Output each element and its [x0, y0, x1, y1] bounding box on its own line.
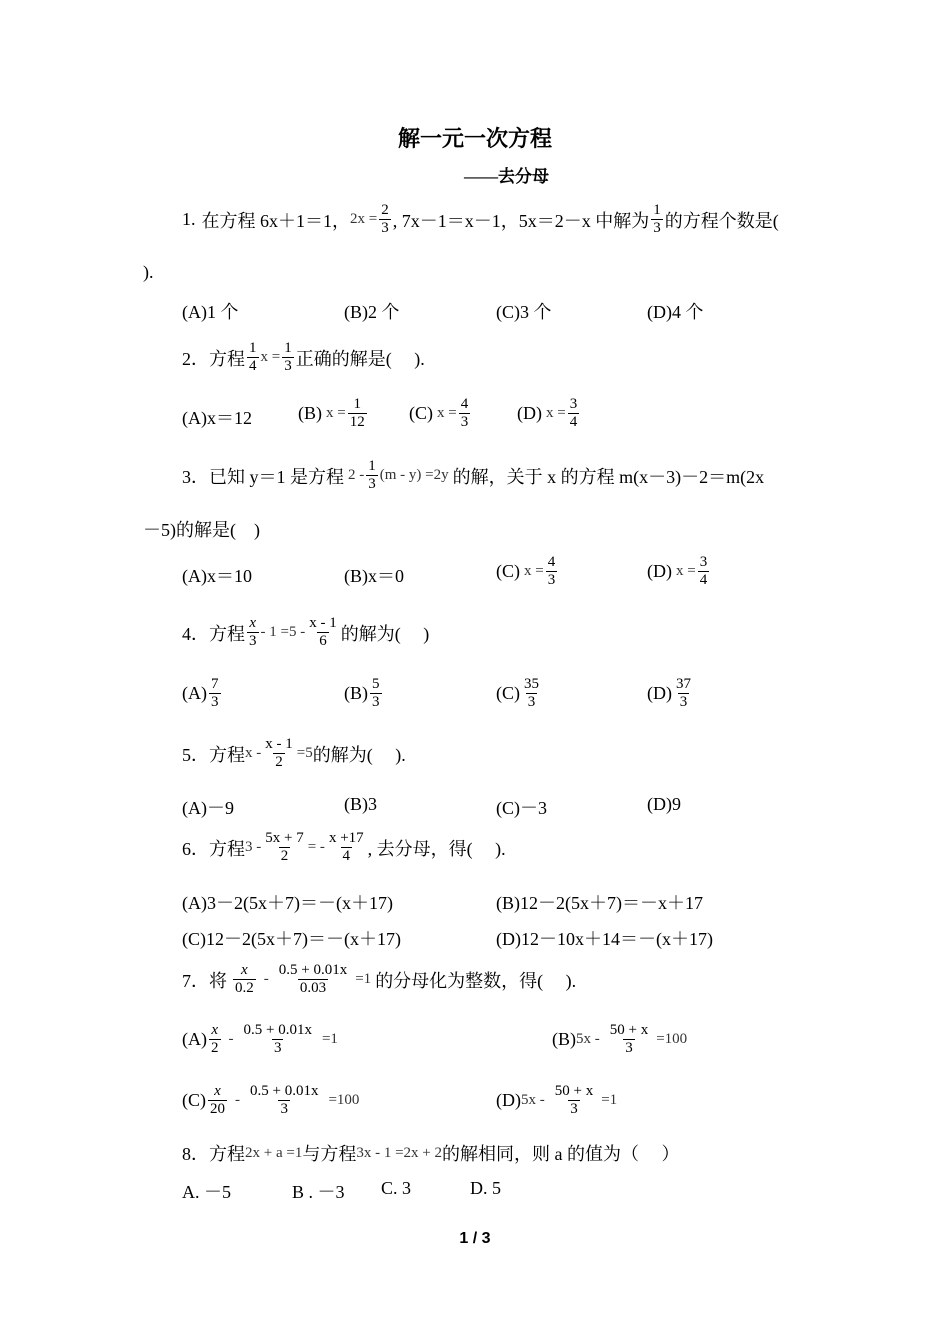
option-c: (C)12－2(5x＋7)＝－(x＋17) [182, 929, 401, 949]
question-number: 8． [182, 1144, 209, 1164]
option-d: (D) x = $\frac{3}{4}$ [647, 554, 708, 588]
fraction: $\frac{x - 1}{6}$ [309, 615, 337, 649]
question-text: 与方程 [302, 1144, 357, 1164]
question-text: 方程 [209, 744, 245, 765]
option-b: (B) $\frac{5}{3}$ [344, 676, 380, 710]
option-a: (A)－9 [182, 798, 234, 818]
question-text: 的解为( ). [312, 744, 406, 765]
fraction: $\frac{5x + 7}{2}$ [265, 830, 304, 864]
question-6 [182, 830, 506, 865]
option-d: (D) $\frac{37}{3}$ [647, 676, 691, 710]
option-d: (D)12－10x＋14＝－(x＋17) [496, 929, 713, 949]
question-number: 1. [182, 209, 196, 229]
question-text: 将 [209, 970, 227, 991]
question-text: 的分母化为整数，得( ). [375, 970, 577, 991]
question-number: 4． [182, 623, 209, 644]
equation: x = [260, 349, 281, 365]
equation: x - [245, 745, 262, 761]
page-subtitle: ——去分母 [464, 167, 549, 186]
option-a: (A)x＝10 [182, 566, 252, 586]
question-number: 6． [182, 838, 209, 859]
option-a: A. －5 [182, 1182, 231, 1202]
option-b: (B) 5x - $\frac{50 + x}{3}$ =100 [552, 1022, 688, 1056]
question-4 [182, 615, 429, 650]
question-1 [182, 202, 779, 237]
question-number: 3． [182, 466, 209, 487]
fraction: $\frac{x}{0.2}$ [235, 962, 254, 996]
option-c: (C)3 个 [496, 302, 552, 322]
question-number: 2． [182, 348, 209, 369]
option-d: (D) x = $\frac{3}{4}$ [517, 396, 578, 430]
question-text: 方程 [209, 623, 245, 644]
question-text: 的解相同，则 a 的值为（ ） [442, 1144, 680, 1164]
option-b: (B)2 个 [344, 302, 400, 322]
option-c: C. 3 [381, 1178, 412, 1198]
equation: 2 - [348, 467, 365, 483]
option-c: (C) $\frac{35}{3}$ [496, 676, 539, 710]
question-text: 正确的解是( ). [295, 348, 425, 369]
option-c: (C) x = $\frac{4}{3}$ [496, 554, 556, 588]
fraction: $\frac{x - 1}{2}$ [265, 736, 293, 770]
question-3-line2: －5)的解是( ) [143, 520, 260, 540]
question-8 [182, 1140, 680, 1166]
page-number: 1 / 3 [459, 1230, 491, 1247]
option-b: (B)3 [344, 794, 377, 814]
option-c: (C) $\frac{x}{20}$ - $\frac{0.5 + 0.01x}{3}$ =100 [182, 1083, 360, 1117]
option-d: (D)9 [647, 794, 681, 814]
option-a: (A)x＝12 [182, 408, 252, 428]
question-text: , 去分母，得( ). [367, 838, 506, 859]
question-text: 方程 [209, 838, 245, 859]
equation: 2x = [350, 211, 378, 227]
fraction: $\frac{1}{4}$ [249, 340, 257, 374]
fraction: $\frac{2}{3}$ [381, 202, 389, 236]
option-c: (C) x = $\frac{4}{3}$ [409, 396, 469, 430]
equation: 3 - [245, 839, 262, 855]
fraction: $\frac{x +17}{4}$ [328, 830, 364, 864]
option-b: (B)12－2(5x＋7)＝－x＋17 [496, 893, 703, 913]
option-c: (C)－3 [496, 798, 547, 818]
option-b: B . －3 [292, 1182, 345, 1202]
question-3 [182, 458, 764, 493]
question-5 [182, 736, 406, 771]
question-text: 在方程 6x＋1＝1， [201, 210, 350, 231]
fraction: $\frac{1}{3}$ [653, 202, 661, 236]
question-text: 的方程个数是( [664, 210, 779, 231]
question-2 [182, 340, 425, 375]
question-1-tail: ). [143, 262, 154, 282]
equation: 3x - 1 =2x + 2 [356, 1144, 442, 1161]
equation: - [263, 971, 269, 987]
question-text: 的解，关于 x 的方程 m(x－3)－2＝m(2x [452, 466, 765, 487]
option-d: D. 5 [470, 1178, 501, 1198]
option-b: (B) x = $\frac{1}{12}$ [298, 396, 365, 430]
question-number: 7． [182, 970, 209, 991]
option-a: (A)3－2(5x＋7)＝－(x＋17) [182, 893, 393, 913]
question-text: , 7x－1＝x－1，5x＝2－x 中解为 [392, 210, 650, 231]
equation: (m - y) =2y [379, 467, 449, 483]
option-a: (A) $\frac{7}{3}$ [182, 676, 219, 710]
equation: =1 [355, 971, 372, 987]
question-number: 5． [182, 744, 209, 765]
question-7 [182, 962, 576, 997]
option-d: (D) 5x - $\frac{50 + x}{3}$ =1 [496, 1083, 618, 1117]
fraction: $\frac{0.5 + 0.01x}{0.03}$ [278, 962, 348, 996]
question-text: 的解为( ) [340, 623, 430, 644]
option-a: (A)1 个 [182, 302, 239, 322]
question-text: 方程 [209, 1144, 245, 1164]
fraction: $\frac{x}{3}$ [249, 615, 257, 649]
option-a: (A) $\frac{x}{2}$ - $\frac{0.5 + 0.01x}{3}$ =1 [182, 1022, 338, 1056]
equation: - 1 =5 - [260, 624, 306, 640]
fraction: $\frac{1}{3}$ [368, 458, 376, 492]
equation: = - [307, 839, 325, 855]
equation: =5 [296, 745, 313, 761]
question-text: 方程 [209, 348, 245, 369]
equation: 2x + a =1 [245, 1144, 303, 1161]
option-d: (D)4 个 [647, 302, 704, 322]
option-b: (B)x＝0 [344, 566, 404, 586]
page-title: 解一元一次方程 [397, 126, 552, 151]
fraction: $\frac{1}{3}$ [284, 340, 292, 374]
question-text: 已知 y＝1 是方程 [209, 466, 344, 487]
